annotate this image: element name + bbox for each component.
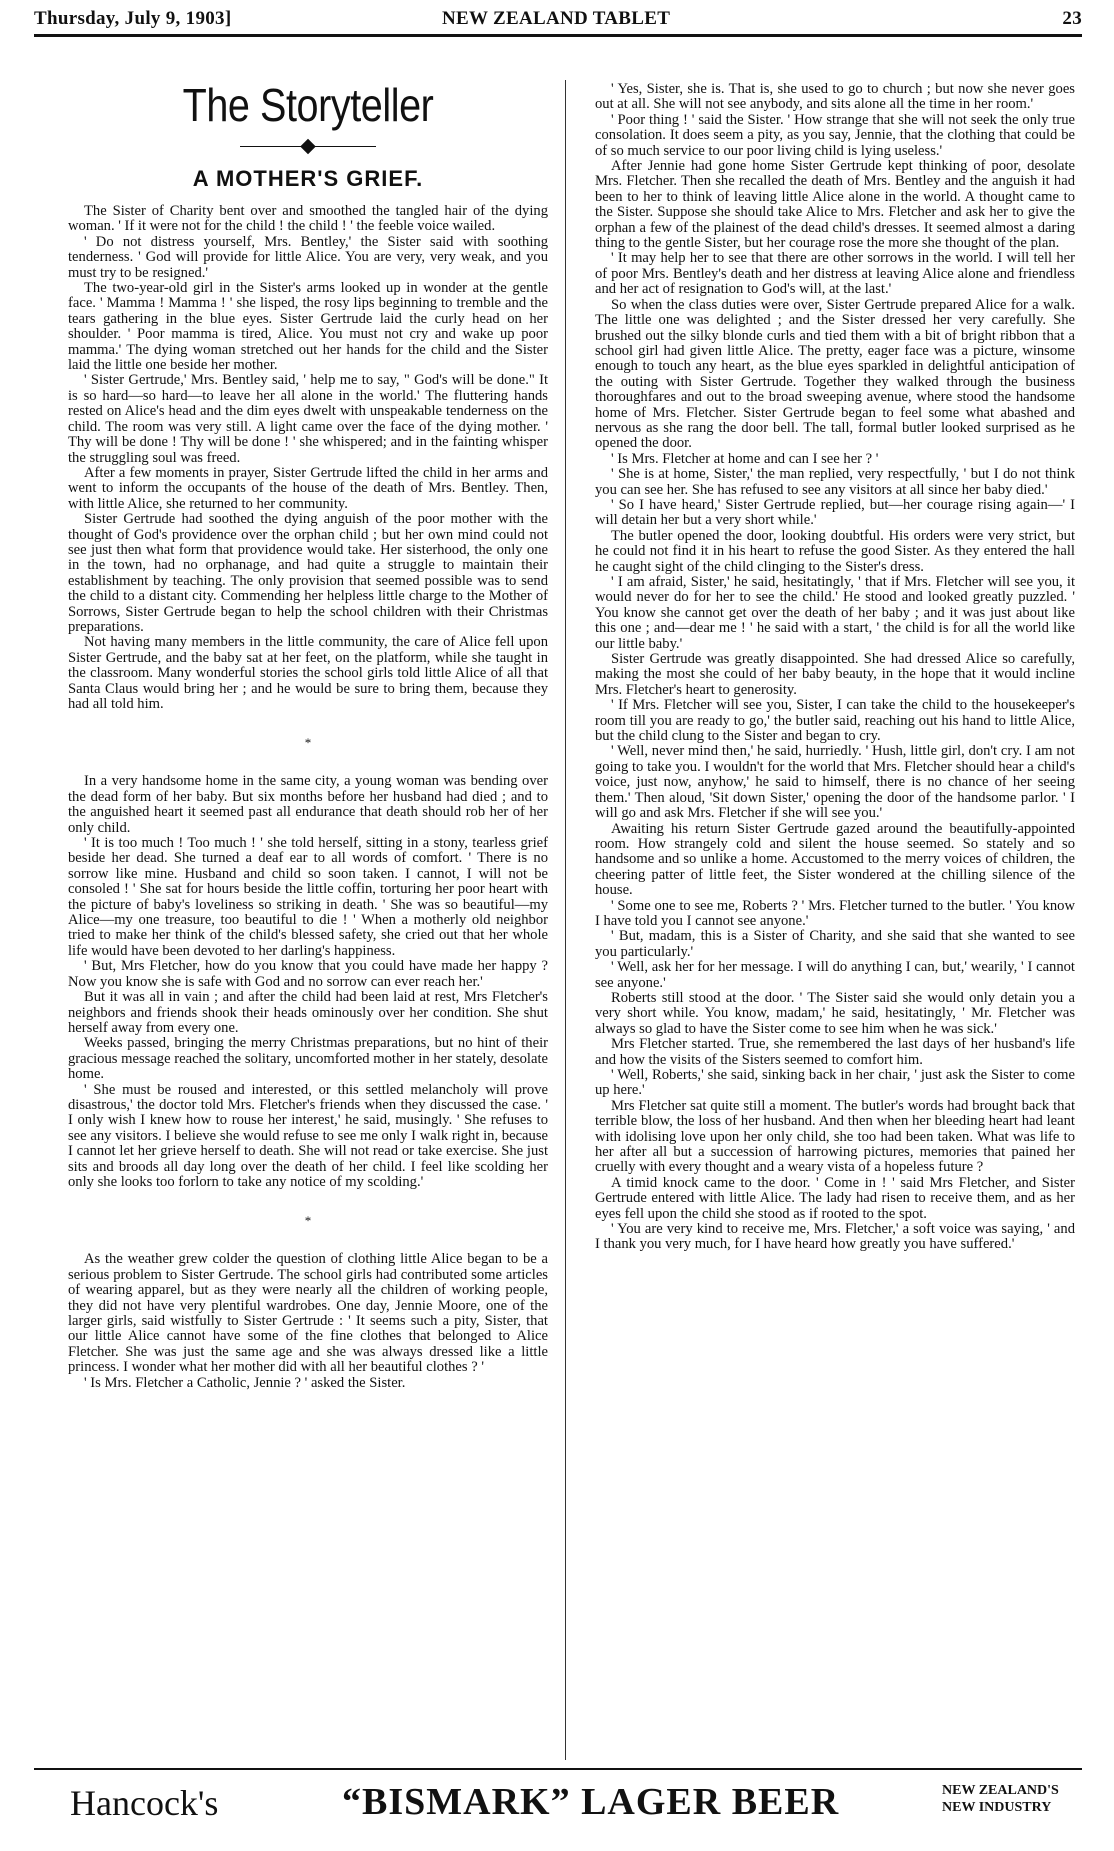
paragraph: ' Yes, Sister, she is. That is, she used to go to church ; but now she never goes out at all. She will not see anybody, and sits alone all the time in her room.' (595, 82, 1075, 113)
advert-tagline-line: NEW ZEALAND'S (942, 1783, 1059, 1798)
paragraph: In a very handsome home in the same city, a young woman was bending over the dead form of her baby. But six months before her husband had died ; and to the anguished heart it seemed past all endurance that death should rob her of her only child. (68, 773, 548, 836)
publication-name: NEW ZEALAND TABLET (442, 8, 671, 29)
advertisement-banner (70, 1776, 1080, 1836)
paragraph: ' Well, Roberts,' she said, sinking back in her chair, ' just ask the Sister to come up here.' (595, 1067, 1075, 1099)
advert-product: “BISMARK” LAGER BEER (342, 1781, 840, 1823)
paragraph: ' It may help her to see that there are other sorrows in the world. I will tell her of poor Mrs. Bentley's death and her distress at leaving Alice alone and friendless and her act of resignation to God's will, at the last.' (595, 250, 1075, 298)
story-title: A MOTHER'S GRIEF. (192, 166, 424, 191)
paragraph: ' Is Mrs. Fletcher a Catholic, Jennie ? ' asked the Sister. (84, 1374, 406, 1391)
paragraph: ' Well, ask her for her message. I will do anything I can, but,' wearily, ' I cannot see anyone.' (595, 959, 1075, 991)
advert-brand: Hancock's (70, 1783, 219, 1823)
column-divider (565, 80, 566, 1760)
title-ornament (68, 132, 548, 160)
left-column (68, 78, 548, 1758)
issue-date: Thursday, July 9, 1903] (34, 8, 232, 29)
paragraph: ' Is Mrs. Fletcher at home and can I see her ? ' (611, 450, 879, 467)
right-column (595, 82, 1075, 1762)
paragraph: ' Well, never mind then,' he said, hurriedly. ' Hush, little girl, don't cry. I am not going to take you. I wouldn't for the world that Mrs. Fletcher should hear a child's voice, just now, anyhow,' he said to himself, there is no chance of her seeing them.' Then aloud, 'Sit down Sister,' opening the door of the handsome parlor. ' I will go and ask Mrs. Fletcher if she will see you.' (595, 743, 1075, 822)
paragraph: ' I am afraid, Sister,' he said, hesitatingly, ' that if Mrs. Fletcher will see you, it would never do for her to see the child.' He stood and looked greatly puzzled. ' You know she cannot get over the death of her baby ; and it was just about like this one ; and—dear me ! ' he said with a start, ' the child is for all the world like our little baby.' (595, 574, 1075, 652)
paragraph: ' But, madam, this is a Sister of Charity, and she said that she wanted to see you particularly.' (595, 928, 1075, 960)
paragraph: But it was all in vain ; and after the child had been laid at rest, Mrs Fletcher's neighbors and friends shook their heads ominously over her condition. She shut herself away from every one. (68, 989, 548, 1036)
paragraph: The butler opened the door, looking doubtful. His orders were very strict, but he could not find it in his heart to refuse the good Sister. As they entered the hall he caught sight of the child clinging to the Sister's dress. (595, 527, 1075, 575)
paragraph: ' Some one to see me, Roberts ? ' Mrs. Fletcher turned to the butler. ' You know I have told you I cannot see anyone.' (595, 897, 1075, 929)
advert-tagline-line: NEW INDUSTRY (942, 1800, 1052, 1815)
paragraph: The two-year-old girl in the Sister's arms looked up in wonder at the gentle face. ' Mamma ! Mamma ! ' she lisped, the rosy lips beginning to tremble and the tears gathering in the blue eyes. Sister Gertrude laid the curly head on her shoulder. ' Poor mamma is tired, Alice. You must not cry and wake up poor mamma.' The dying woman stretched out her hands for the child and the Sister laid the little one beside her mother. (68, 280, 548, 374)
diamond-ornament-icon (300, 139, 316, 155)
paragraph: Awaiting his return Sister Gertrude gazed around the beautifully-appointed room. How strangely cold and silent the house seemed. So stately and so handsome and so unlike a home. Accustomed to the merry voices of children, the cheering patter of little feet, the Sister wondered at the chilling silence of the house. (595, 820, 1075, 899)
section-title: The Storyteller (182, 79, 434, 131)
paragraph: After a few moments in prayer, Sister Gertrude lifted the child in her arms and went to inform the occupants of the house of the death of Mrs. Bentley. Then, with little Alice, she returned to her community. (68, 464, 548, 512)
advert-tagline (942, 1782, 1059, 1816)
paragraph: After Jennie had gone home Sister Gertrude kept thinking of poor, desolate Mrs. Fletcher. Then she recalled the death of Mrs. Bentley and the anguish it had been to her to think of leaving little Alice alone in the world. A thought came to the Sister. Suppose she should take Alice to Mrs. Fletcher and ask her to give the orphan a few of the plainest of the dead child's dresses. It seemed almost a daring thing to the gentle Sister, but her courage rose the more she thought of the plan. (595, 158, 1075, 252)
paragraph: ' So I have heard,' Sister Gertrude replied, but—her courage rising again—' I will detain her but a very short while.' (595, 496, 1075, 529)
paragraph: ' If Mrs. Fletcher will see you, Sister, I can take the child to the housekeeper's room till you are ready to go,' the butler said, reaching out his hand to little Alice, but the child clung to the Sister and began to cry. (595, 697, 1075, 745)
paragraph: A timid knock came to the door. ' Come in ! ' said Mrs Fletcher, and Sister Gertrude entered with little Alice. The lady had risen to receive them, and as her eyes fell upon the child she stood as if rooted to the spot. (595, 1174, 1075, 1222)
paragraph: ' Sister Gertrude,' Mrs. Bentley said, ' help me to say, " God's will be done." It is so hard—so hard—to leave her all alone in the world.' The fluttering hands rested on Alice's head and the dim eyes dwelt with unspeakable tenderness on the child. The room was very still. A light came over the face of the dying mother. ' Thy will be done ! Thy will be done ! ' she whispered; and in the fainting whisper the struggling soul was freed. (68, 372, 548, 466)
story-part-1 (68, 204, 548, 712)
paragraph: Roberts still stood at the door. ' The Sister said she would only detain you a very short while. You know, madam,' he said, hesitatingly, ' Mr. Fletcher was always so glad to have the Sister come to see him when he was sick.' (595, 989, 1075, 1037)
paragraph: ' She is at home, Sister,' the man replied, very respectfully, ' but I do not think you can see her. She has refused to see any visitors at all since her baby died.' (595, 466, 1075, 498)
paragraph: ' But, Mrs Fletcher, how do you know that you could have made her happy ? Now you know she is safe with God and no sorrow can ever reach her.' (68, 958, 548, 990)
paragraph: Sister Gertrude was greatly disappointed. She had dressed Alice so carefully, making the most she could of her baby beauty, in the hope that it would incline Mrs. Fletcher's heart to generosity. (595, 651, 1075, 698)
paragraph: As the weather grew colder the question of clothing little Alice began to be a serious problem to Sister Gertrude. The school girls had contributed some articles of wearing apparel, but as they were nearly all the children of working people, they did not have very plentiful wardrobes. One day, Jennie Moore, one of the larger girls, said wistfully to Sister Gertrude : ' It seems such a pity, Sister, that our little Alice cannot have some of the fine clothes that belonged to Alice Fletcher. She was just the same age and she was always dressed like a little princess. I wonder what her mother did with all her beautiful clothes ? ' (68, 1251, 548, 1376)
header-rule (34, 34, 1082, 37)
story-part-3 (68, 1252, 548, 1391)
section-separator: * (304, 735, 312, 751)
paragraph: Mrs Fletcher sat quite still a moment. The butler's words had brought back that terrible blow, the loss of her husband. And then when her bleeding heart had leant with idolising love upon her only child, she too had been taken. What was life to her after all but a succession of harrowing pictures, memories that pained her cruelly with every thought and a weary vista of a hopeless future ? (595, 1097, 1075, 1176)
page-header (34, 8, 1082, 34)
section-separator: * (304, 1213, 312, 1229)
paragraph: So when the class duties were over, Sister Gertrude prepared Alice for a walk. The little one was delighted ; and the Sister dressed her very carefully. She brushed out the silky blonde curls and tied them with a bit of bright ribbon that a school girl had given little Alice. The pretty, eager face was a picture, winsome enough to touch any heart, as the blue eyes sparkled in delightful anticipation of the outing with Sister Gertrude. Together they walked through the business thoroughfares and out to the broad sweeping avenue, where stood the handsome home of Mrs. Fletcher. Sister Gertrude began to feel some what abashed and nervous as she rang the door bell. The tall, formal butler looked surprised as he opened the door. (595, 296, 1075, 452)
paragraph: Not having many members in the little community, the care of Alice fell upon Sister Gertrude, and the baby sat at her feet, on the platform, while she taught in the classroom. Many wonderful stories the school girls told little Alice of all that Santa Claus would bring her ; and he would be sure to bring them, because they had all told him. (68, 634, 548, 712)
paragraph: ' Poor thing ! ' said the Sister. ' How strange that she will not seek the only true consolation. It does seem a pity, as you say, Jennie, that the clothing that could be of so much service to our poor living child is lying useless.' (595, 111, 1075, 159)
paragraph: ' You are very kind to receive me, Mrs. Fletcher,' a soft voice was saying, ' and I thank you very much, for I have heard how greatly you have suffered.' (595, 1221, 1075, 1253)
story-part-2 (68, 774, 548, 1190)
paragraph: ' It is too much ! Too much ! ' she told herself, sitting in a stony, tearless grief beside her dead. She turned a deaf ear to all words of comfort. ' There is no sorrow like mine. Husband and child so soon taken. I cannot, I will not be consoled ! ' She sat for hours beside the little coffin, torturing her poor heart with the picture of baby's loveliness so striking in death. ' She was so beautiful—my Alice—my one treasure, too beautiful to die ! ' When a motherly old neighbor tried to make her think of the child's blessed safety, she cried out that her whole life would have been devoted to her darling's happiness. (68, 835, 548, 959)
paragraph: ' She must be roused and interested, or this settled melancholy will prove disastrous,' the doctor told Mrs. Fletcher's friends when they discussed the case. ' I only wish I knew how to rouse her interest,' he said, musingly. ' She refuses to see any visitors. I believe she would refuse to see me only I walk right in, because I cannot let her grieve herself to death. She will not read or take exercise. She just sits and broods all day long over the death of her child. I feel like scolding her only she looks too forlorn to take any notice of my scolding.' (68, 1081, 548, 1190)
story-continued (595, 82, 1075, 1253)
advert-rule (34, 1768, 1082, 1770)
paragraph: Weeks passed, bringing the merry Christmas preparations, but no hint of their gracious message reached the solitary, uncomforted mother in her stately, desolate home. (68, 1035, 548, 1083)
paragraph: The Sister of Charity bent over and smoothed the tangled hair of the dying woman. ' If it were not for the child ! the child ! ' the feeble voice wailed. (68, 203, 548, 235)
page-number: 23 (1062, 8, 1082, 29)
paragraph: Sister Gertrude had soothed the dying anguish of the poor mother with the thought of God's providence over the orphan child ; but her own mind could not see just then what form that providence would take. Her sisterhood, the only one in the town, had no orphanage, and had quite a struggle to maintain their establishment by teaching. The only provision that seemed possible was to send the child to a distant city. Commending her helpless little charge to the Mother of Sorrows, Sister Gertrude began to help the school children with their Christmas preparations. (68, 511, 548, 635)
paragraph: ' Do not distress yourself, Mrs. Bentley,' the Sister said with soothing tenderness. ' God will provide for little Alice. You are very, very weak, and you must try to be resigned.' (68, 233, 548, 281)
paragraph: Mrs Fletcher started. True, she remembered the last days of her husband's life and how the visits of the Sisters seemed to comfort him. (595, 1036, 1075, 1068)
